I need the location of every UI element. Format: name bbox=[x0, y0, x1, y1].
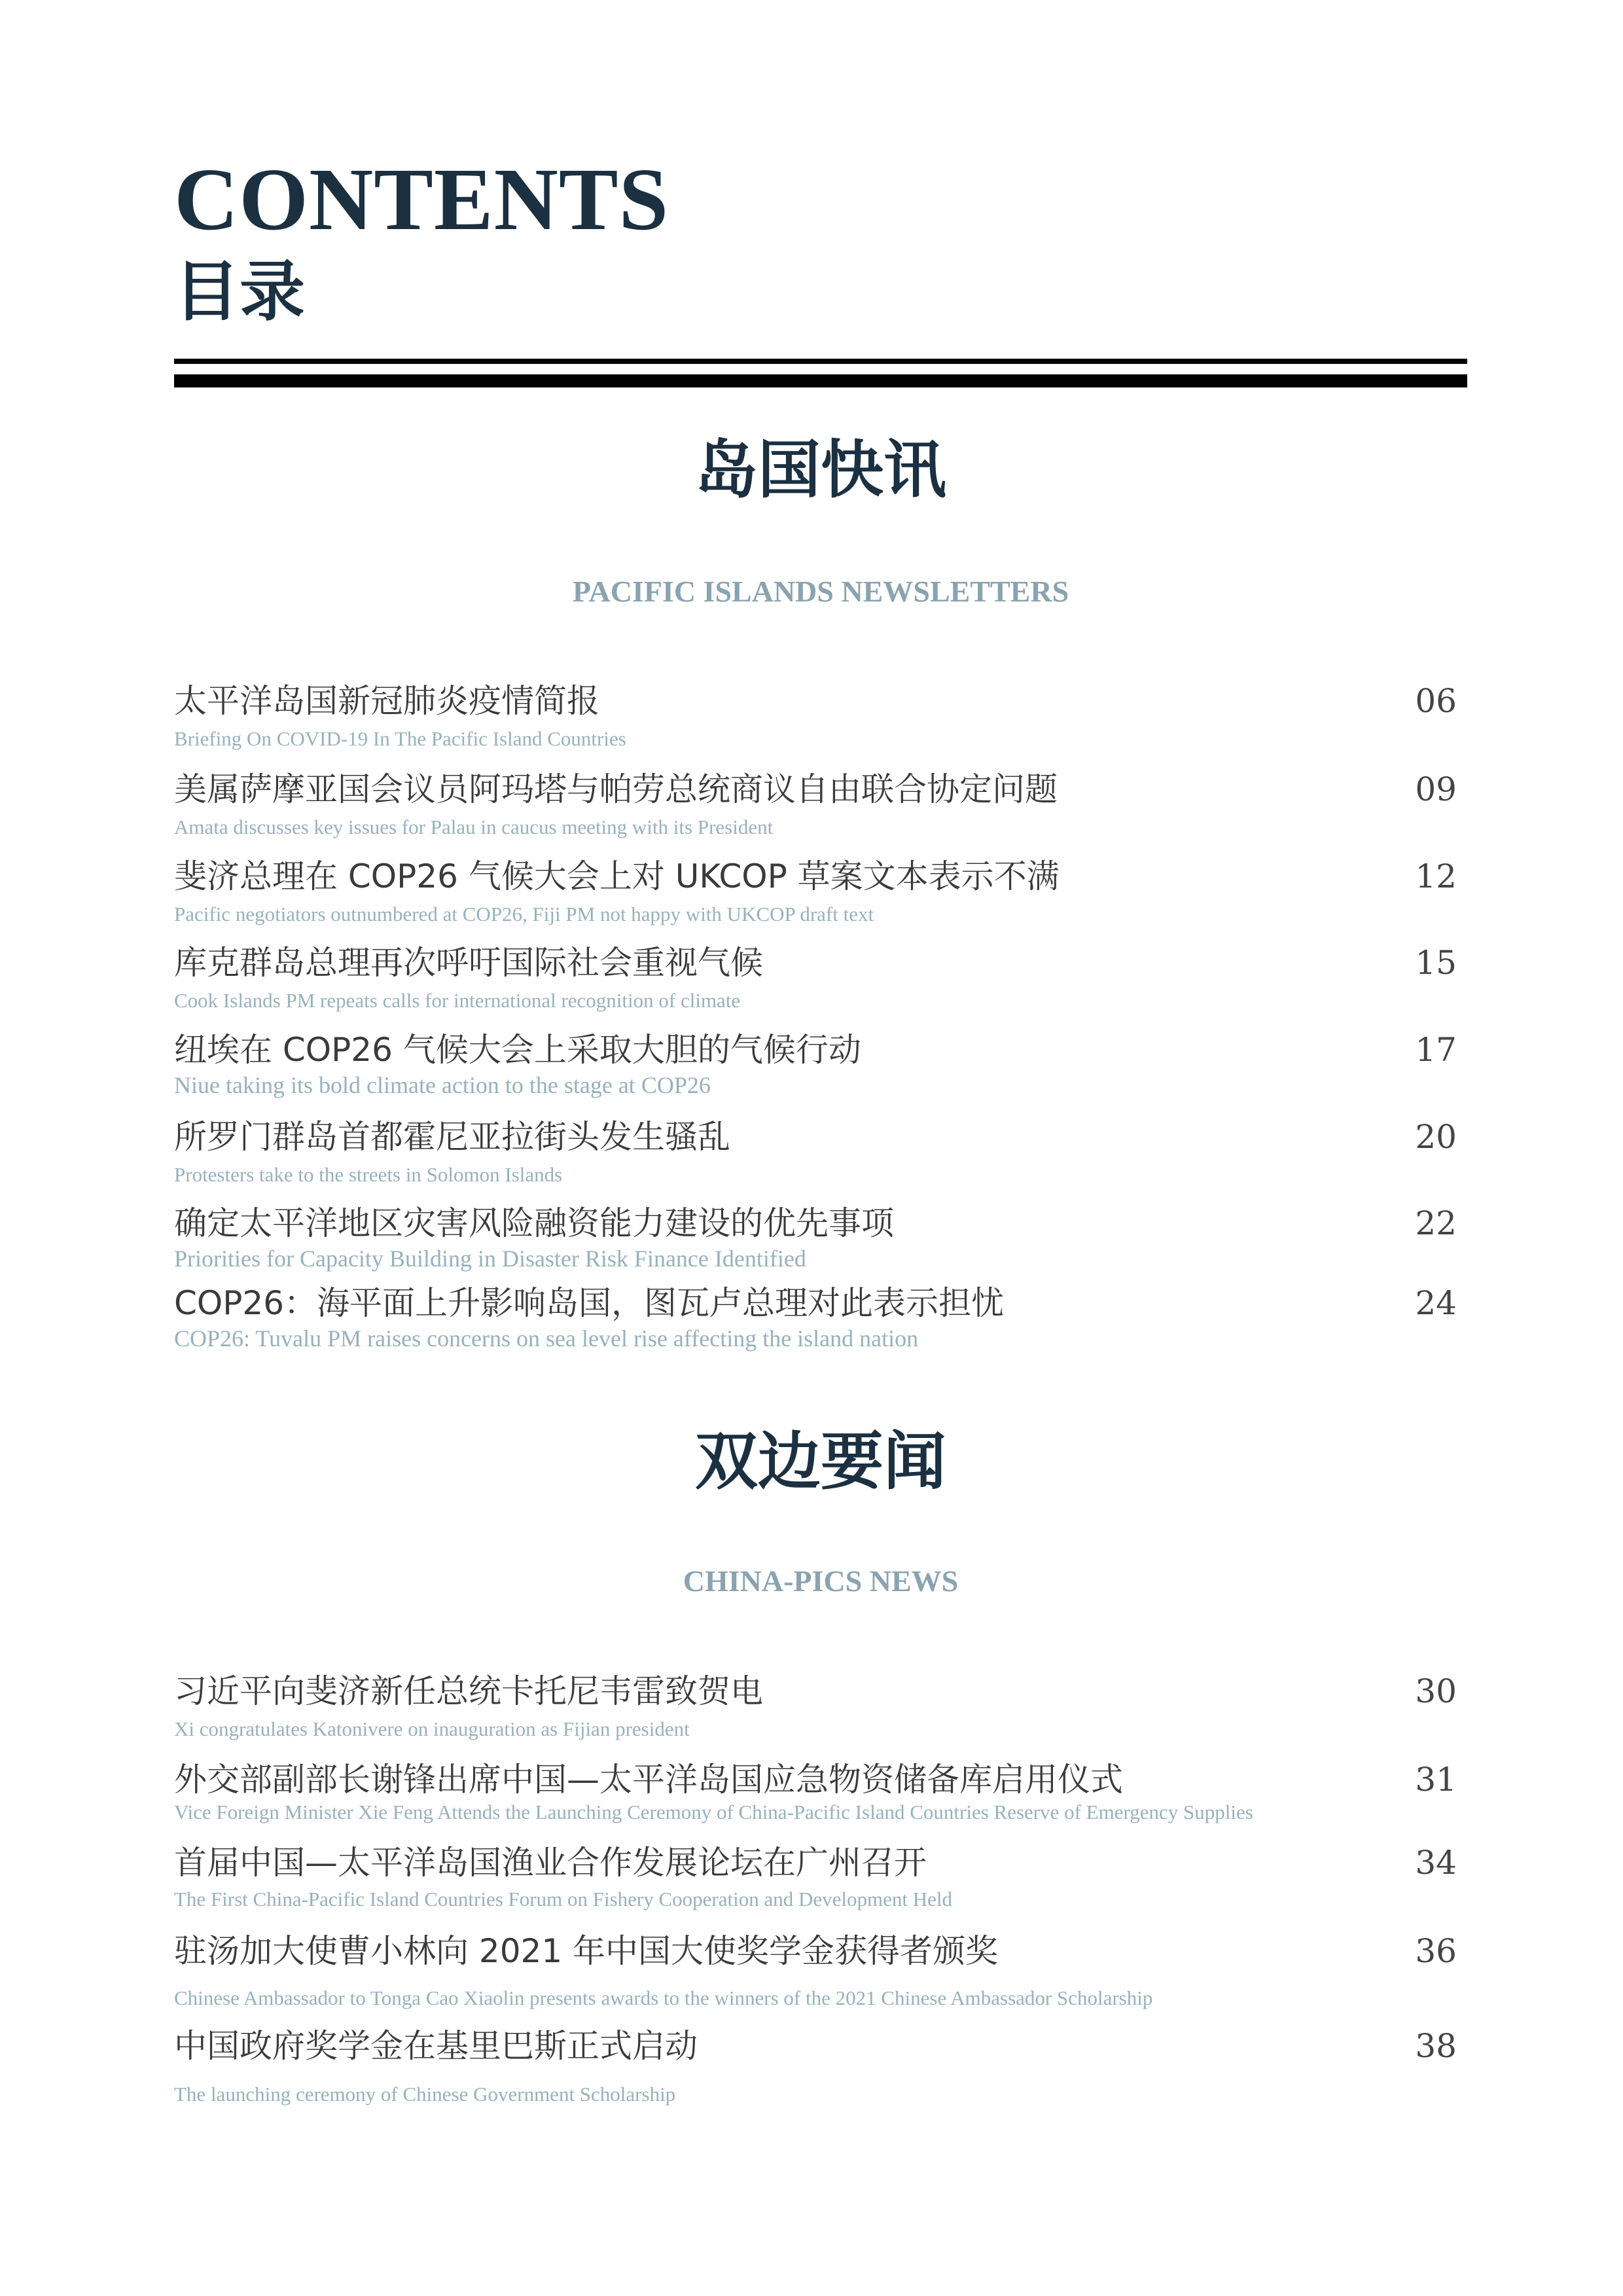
entry-page-number: 36 bbox=[1415, 1932, 1457, 1970]
entry-page-number: 31 bbox=[1415, 1761, 1457, 1799]
toc-entry[interactable] bbox=[174, 1759, 1467, 1844]
entry-page-number: 38 bbox=[1415, 2027, 1457, 2065]
toc-entry[interactable] bbox=[174, 1117, 1467, 1202]
entry-title-zh: 外交部副部长谢锋出席中国—太平洋岛国应急物资储备库启用仪式 bbox=[174, 1761, 1123, 1799]
entry-title-zh: 太平洋岛国新冠肺炎疫情简报 bbox=[174, 682, 599, 720]
entry-title-en: Cook Islands PM repeats calls for international recognition of climate bbox=[174, 989, 741, 1012]
toc-entry[interactable] bbox=[174, 1842, 1467, 1928]
page-title-en: CONTENTS bbox=[174, 151, 669, 249]
entry-title-en: Protesters take to the streets in Solomon Islands bbox=[174, 1163, 563, 1186]
section-title-en: CHINA-PICS NEWS bbox=[683, 1564, 959, 1598]
entry-title-en: Briefing On COVID-19 In The Pacific Island Countries bbox=[174, 727, 626, 750]
entry-title-zh: 库克群岛总理再次呼吁国际社会重视气候 bbox=[174, 944, 763, 982]
entry-title-en: The First China-Pacific Island Countries Forum on Fishery Cooperation and Development Held bbox=[174, 1888, 952, 1910]
entry-title-en: Chinese Ambassador to Tonga Cao Xiaolin presents awards to the winners of the 2021 Chinese Ambassador Scholarship bbox=[174, 1986, 1153, 2009]
toc-entry[interactable] bbox=[174, 1203, 1467, 1288]
entry-title-zh: COP26：海平面上升影响岛国，图瓦卢总理对此表示担忧 bbox=[174, 1284, 1005, 1322]
entry-page-number: 22 bbox=[1415, 1204, 1457, 1242]
section-title-en: PACIFIC ISLANDS NEWSLETTERS bbox=[572, 575, 1069, 608]
entry-title-en: Niue taking its bold climate action to the stage at COP26 bbox=[174, 1072, 711, 1098]
entry-page-number: 15 bbox=[1415, 944, 1457, 982]
entry-title-en: Priorities for Capacity Building in Disaster Risk Finance Identified bbox=[174, 1246, 806, 1272]
entry-page-number: 12 bbox=[1415, 857, 1457, 895]
entry-title-zh: 所罗门群岛首都霍尼亚拉街头发生骚乱 bbox=[174, 1118, 730, 1156]
toc-entry[interactable] bbox=[174, 856, 1467, 941]
toc-entry[interactable] bbox=[174, 2026, 1467, 2111]
entry-page-number: 09 bbox=[1415, 770, 1457, 808]
entry-page-number: 34 bbox=[1415, 1844, 1457, 1882]
entry-title-en: Vice Foreign Minister Xie Feng Attends the Launching Ceremony of China-Pacific Island Countries Reserve of Emergency Supplies bbox=[174, 1801, 1253, 1823]
header-rule-thin bbox=[174, 359, 1467, 364]
entry-page-number: 30 bbox=[1415, 1672, 1457, 1710]
entry-title-zh: 习近平向斐济新任总统卡托尼韦雷致贺电 bbox=[174, 1672, 763, 1710]
entry-page-number: 06 bbox=[1415, 682, 1457, 720]
entry-page-number: 24 bbox=[1415, 1284, 1457, 1322]
entry-title-en: Xi congratulates Katonivere on inauguration as Fijian president bbox=[174, 1717, 690, 1740]
page-title-zh: 目录 bbox=[174, 253, 305, 330]
entry-title-zh: 美属萨摩亚国会议员阿玛塔与帕劳总统商议自由联合协定问题 bbox=[174, 770, 1058, 808]
entry-title-zh: 首届中国—太平洋岛国渔业合作发展论坛在广州召开 bbox=[174, 1844, 927, 1882]
toc-entry[interactable] bbox=[174, 1671, 1467, 1756]
entry-title-en: The launching ceremony of Chinese Government Scholarship bbox=[174, 2083, 676, 2106]
toc-entry[interactable] bbox=[174, 1283, 1467, 1368]
toc-entry[interactable] bbox=[174, 769, 1467, 854]
entry-title-zh: 斐济总理在 COP26 气候大会上对 UKCOP 草案文本表示不满 bbox=[174, 857, 1060, 895]
header-rule-thick bbox=[174, 374, 1467, 387]
entry-title-en: Pacific negotiators outnumbered at COP26, Fiji PM not happy with UKCOP draft text bbox=[174, 903, 874, 925]
entry-title-zh: 纽埃在 COP26 气候大会上采取大胆的气候行动 bbox=[174, 1031, 861, 1069]
entry-title-zh: 确定太平洋地区灾害风险融资能力建设的优先事项 bbox=[174, 1204, 894, 1242]
entry-title-zh: 中国政府奖学金在基里巴斯正式启动 bbox=[174, 2027, 698, 2065]
toc-entry[interactable] bbox=[174, 1030, 1467, 1115]
entry-title-en: Amata discusses key issues for Palau in caucus meeting with its President bbox=[174, 816, 774, 838]
toc-entry[interactable] bbox=[174, 681, 1467, 766]
entry-title-en: COP26: Tuvalu PM raises concerns on sea level rise affecting the island nation bbox=[174, 1325, 919, 1352]
entry-page-number: 17 bbox=[1415, 1031, 1457, 1069]
section-title-zh: 岛国快讯 bbox=[695, 433, 946, 507]
entry-title-zh: 驻汤加大使曹小林向 2021 年中国大使奖学金获得者颁奖 bbox=[174, 1932, 999, 1970]
toc-entry[interactable] bbox=[174, 942, 1467, 1028]
toc-entry[interactable] bbox=[174, 1931, 1467, 2016]
section-title-zh: 双边要闻 bbox=[695, 1424, 946, 1498]
entry-page-number: 20 bbox=[1415, 1118, 1457, 1156]
